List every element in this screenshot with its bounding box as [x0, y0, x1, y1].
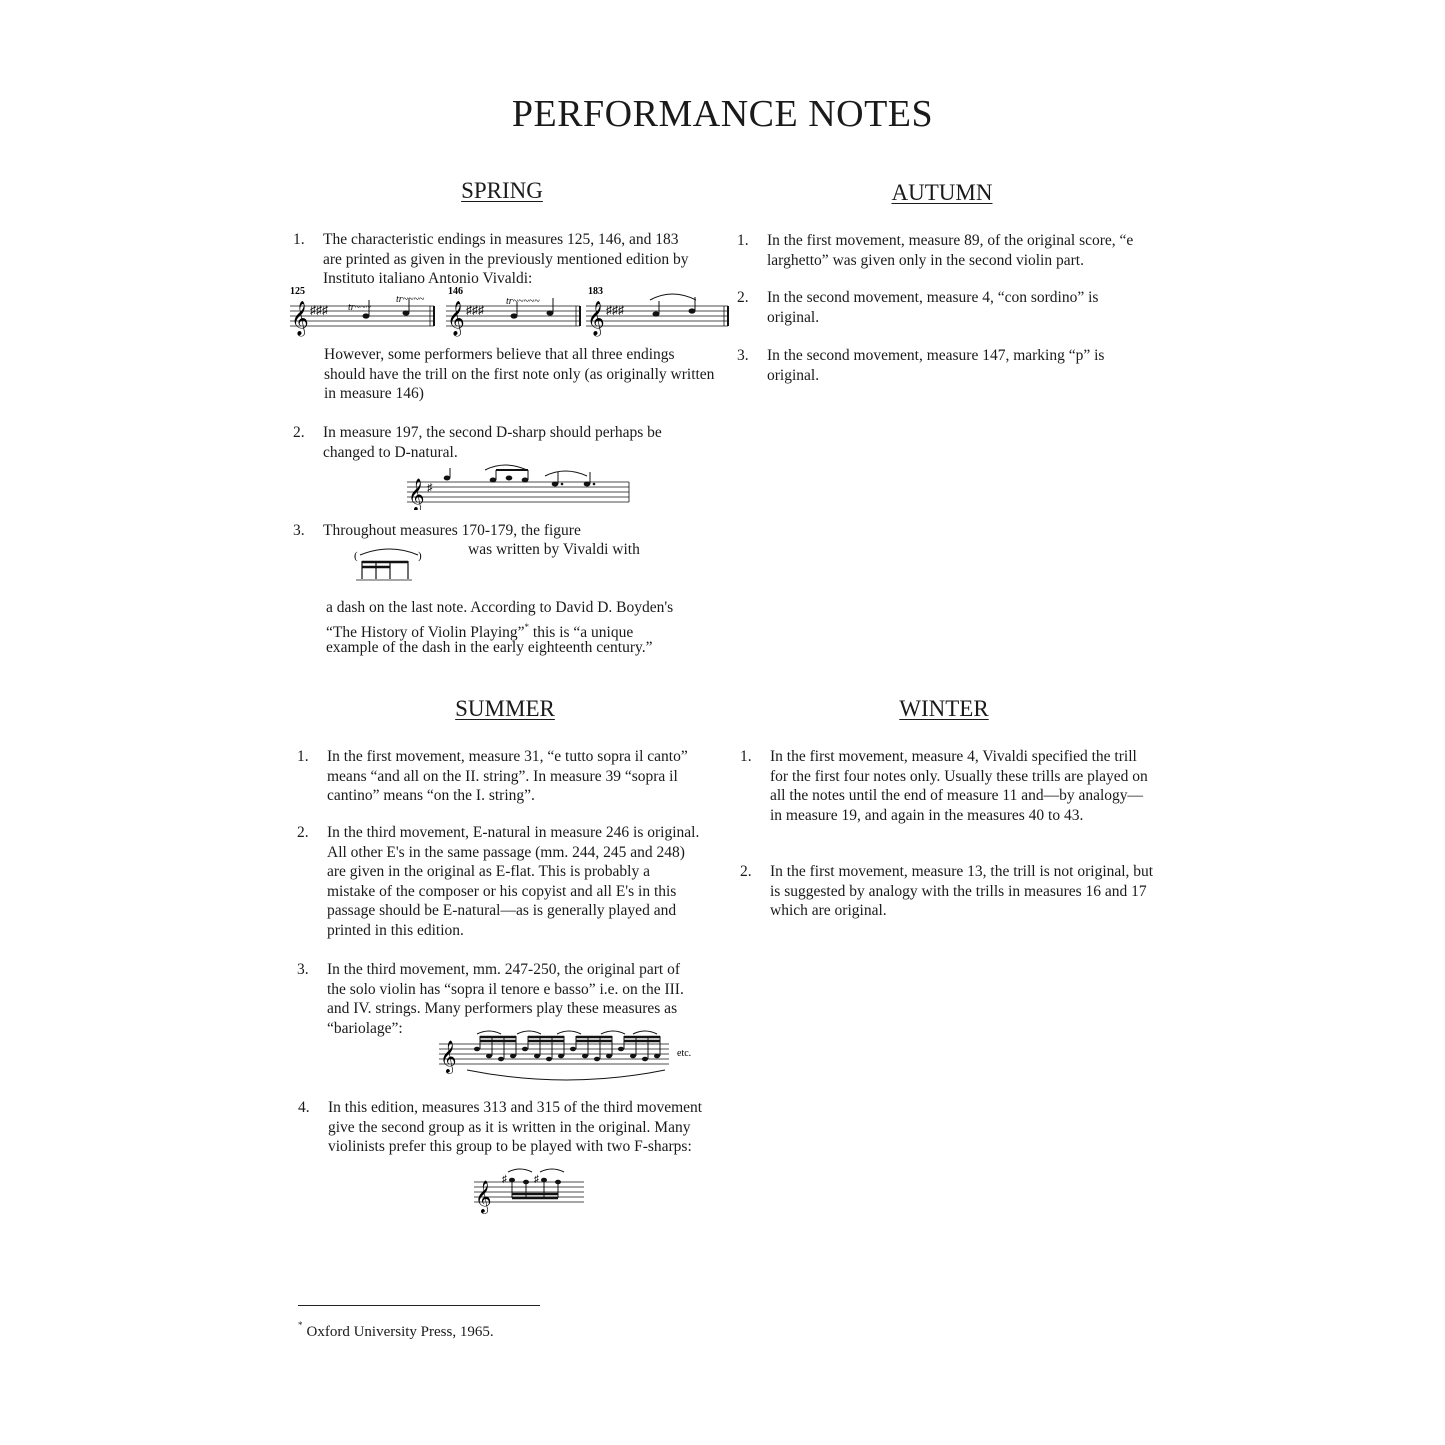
treble-clef-icon: 𝄞 [291, 302, 309, 335]
sharp-icon: ♯♯♯ [606, 303, 624, 317]
spring-note-3-text-c: a dash on the last note. According to David D. Boyden's [326, 599, 674, 616]
note-number: 3. [293, 522, 305, 539]
section-heading-spring: SPRING [461, 178, 543, 203]
staff-146 [446, 286, 580, 337]
section-heading-autumn: AUTUMN [891, 180, 993, 205]
trill-icon: tr~~~~~ [506, 296, 540, 307]
note-number: 1. [737, 232, 749, 249]
note-text: In the first movement, measure 13, the trill is not original, but is suggested by analogy with the trills in measures 16 and 17 which are original. [770, 863, 1154, 919]
note-text: In the third movement, E-natural in measure 246 is original. All other E's in the same passage (mm. 244, 245 and 248) are given in the original as E-flat. This is probably a mistake of the composer or his copyist and all E's in this passage should be E-natural—as is generally played and printed in this edition. [327, 824, 700, 939]
note-text: In this edition, measures 313 and 315 of the third movement give the second group as it is written in the original. Many violinists prefer this group to be played with two F-sharps: [328, 1099, 703, 1155]
slur-icon [360, 549, 418, 555]
note-number: 2. [740, 863, 752, 880]
measure-number-125: 125 [290, 286, 305, 297]
measure-number-146: 146 [448, 286, 463, 297]
note-text: In the first movement, measure 31, “e tutto sopra il canto” means “and all on the II. string”. In measure 39 “sopra il cantino” means “on the I. string”. [327, 748, 688, 804]
note-text: In the second movement, measure 4, “con sordino” is original. [767, 289, 1099, 326]
staff-125 [290, 286, 434, 337]
note-number: 1. [740, 748, 752, 765]
note-number: 2. [297, 824, 309, 841]
svg-text:(: ( [354, 550, 358, 562]
slur-icon [467, 1070, 665, 1080]
treble-clef-icon: 𝄞 [440, 1042, 457, 1073]
section-heading-summer: SUMMER [455, 696, 555, 721]
music-example-bariolage [437, 1026, 707, 1084]
note-number: 4. [298, 1099, 310, 1116]
note-text: In the first movement, measure 4, Vivaldi specified the trill for the first four notes only. Usually these trills are played on all the notes until the end of measure 11 and—by analogy—in measure 19, and again in the measures 40 to 43. [770, 748, 1148, 824]
spring-note-3-text-b: was written by Vivaldi with [468, 541, 640, 558]
music-example-measure-197 [405, 462, 633, 510]
music-example-endings [288, 284, 733, 340]
measure-number-183: 183 [588, 286, 603, 297]
slur-icon [545, 471, 587, 476]
spring-note-3-text-e: example of the dash in the early eighteenth century.” [326, 639, 653, 656]
staff-183 [586, 286, 728, 337]
note-text: Throughout measures 170-179, the figure [323, 522, 581, 539]
slur-icon [508, 1169, 564, 1172]
note-number: 2. [737, 289, 749, 306]
footnote-marker: * [298, 1320, 303, 1330]
trill-icon: tr~~~~ [396, 294, 425, 305]
slur-icon [650, 294, 696, 300]
etc-label: etc. [677, 1048, 692, 1059]
spring-note-1-continuation: However, some performers believe that all three endings should have the trill on the first note only (as originally written in measure 146) [324, 346, 715, 402]
note-text: In the first movement, measure 89, of the original score, “e larghetto” was given only in the second violin part. [767, 232, 1134, 269]
treble-clef-icon: 𝄞 [475, 1182, 492, 1213]
trill-icon: tr~~~ [348, 302, 371, 313]
treble-clef-icon: 𝄞 [587, 302, 605, 335]
treble-clef-icon: 𝄞 [408, 480, 425, 510]
note-number: 1. [297, 748, 309, 765]
footnote-rule [298, 1305, 540, 1306]
note-number: 1. [293, 231, 305, 248]
book-title: “The History of Violin Playing” [326, 624, 525, 641]
footnote-marker: * [524, 622, 530, 632]
footnote [298, 1320, 494, 1341]
sharp-icon: ♯♯♯ [466, 303, 484, 317]
svg-text:): ) [418, 550, 422, 562]
note-text: The characteristic endings in measures 125, 146, and 183 are printed as given in the previously mentioned edition by Instituto italiano Antonio Vivaldi: [323, 231, 689, 287]
note-number: 3. [297, 961, 309, 978]
music-example-f-sharps [472, 1168, 588, 1216]
treble-clef-icon: 𝄞 [447, 302, 465, 335]
sharp-icon: ♯♯♯ [310, 303, 328, 317]
note-number: 2. [293, 424, 305, 441]
quote-start: this is “a unique [529, 624, 634, 641]
note-number: 3. [737, 347, 749, 364]
sharp-icon: ♯ [534, 1174, 539, 1185]
page-title: PERFORMANCE NOTES [511, 93, 934, 135]
footnote-text: Oxford University Press, 1965. [306, 1324, 494, 1340]
section-heading-winter: WINTER [899, 696, 989, 721]
note-text: In measure 197, the second D-sharp should perhaps be changed to D-natural. [323, 424, 662, 461]
music-example-figure [352, 545, 428, 587]
note-text: In the second movement, measure 147, marking “p” is original. [767, 347, 1105, 384]
note-text: In the third movement, mm. 247-250, the original part of the solo violin has “sopra il tenore e basso” i.e. on the III. and IV. strings. Many performers play these measures as “bariolage”: [327, 961, 684, 1037]
sharp-icon: ♯ [502, 1174, 507, 1185]
sharp-icon: ♯ [427, 482, 433, 494]
slur-icon [477, 1031, 657, 1034]
